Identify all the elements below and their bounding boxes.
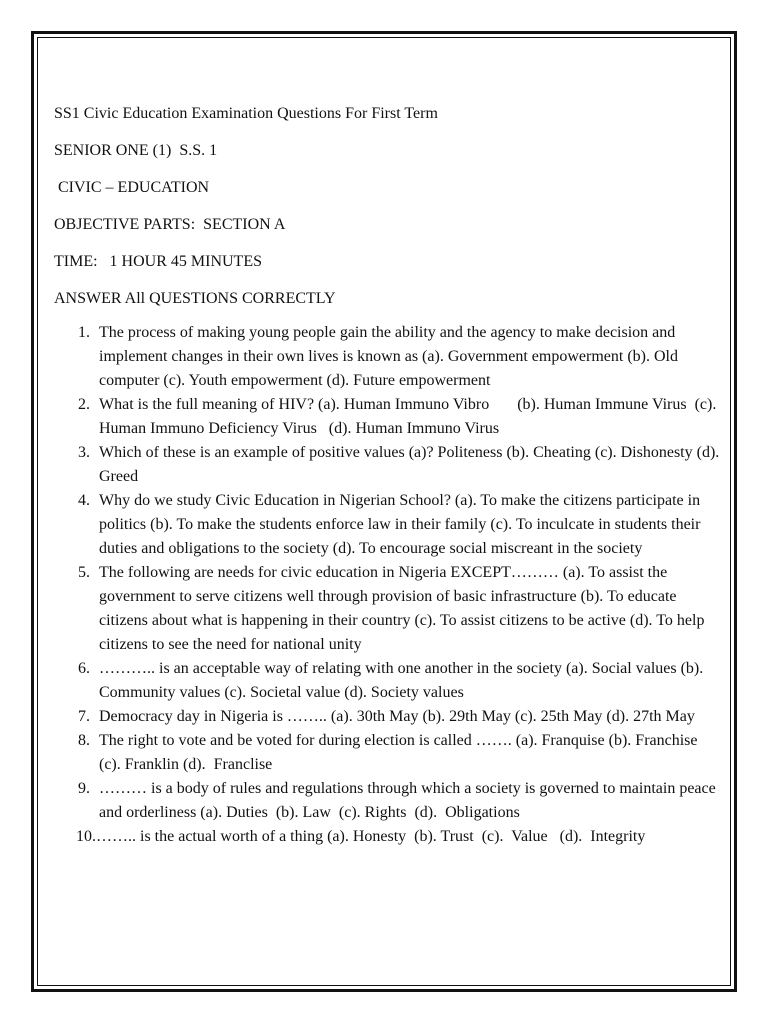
- question-number: 8.: [78, 732, 90, 749]
- question-text: ……… is a body of rules and regulations through which a society is governed to maintain peace and orderliness (a). Duties (b). Law (c). Rights (d). Obligations: [99, 780, 720, 821]
- question-text: Democracy day in Nigeria is …….. (a). 30th May (b). 29th May (c). 25th May (d). 27th May: [99, 708, 695, 725]
- question-number: 2.: [78, 396, 90, 413]
- question-text: The right to vote and be voted for during election is called ……. (a). Franquise (b). Franchise (c). Franklin (d). Franclise: [99, 732, 702, 773]
- question-number: 5.: [78, 564, 90, 581]
- question-item: [54, 321, 720, 393]
- subject-line: CIVIC – EDUCATION: [54, 179, 210, 196]
- question-item: [54, 729, 720, 777]
- question-text: The following are needs for civic education in Nigeria EXCEPT……… (a). To assist the government to serve citizens well through provision of basic infrastructure (b). To educate citizens about what is happening in their country (c). To assist citizens to be active (d). To help citizens to see the need for national unity: [99, 564, 705, 653]
- exam-title: SS1 Civic Education Examination Questions For First Term: [54, 105, 438, 122]
- question-number: 4.: [78, 492, 90, 509]
- question-text: The process of making young people gain the ability and the agency to make decision and implement changes in their own lives is known as (a). Government empowerment (b). Old computer (c). Youth empowerment (d). Future empowerment: [99, 324, 678, 389]
- document-body: [54, 102, 720, 849]
- question-number: 1.: [78, 324, 90, 341]
- question-number: 10.: [76, 828, 96, 845]
- question-number: 7.: [78, 708, 90, 725]
- question-number: 9.: [78, 780, 90, 797]
- question-text: What is the full meaning of HIV? (a). Human Immuno Vibro (b). Human Immune Virus (c). Human Immuno Deficiency Virus (d). Human Immuno Virus: [99, 396, 721, 437]
- question-item: [54, 825, 720, 849]
- question-item: [54, 705, 720, 729]
- question-text: Why do we study Civic Education in Nigerian School? (a). To make the citizens participate in politics (b). To make the students enforce law in their family (c). To inculcate in students their duties and obligations to the society (d). To encourage social miscreant in the society: [99, 492, 701, 557]
- question-number: 3.: [78, 444, 90, 461]
- class-line: SENIOR ONE (1) S.S. 1: [54, 142, 218, 159]
- instruction-line: ANSWER All QUESTIONS CORRECTLY: [54, 290, 336, 307]
- question-text: …….. is the actual worth of a thing (a). Honesty (b). Trust (c). Value (d). Integrity: [96, 828, 646, 845]
- time-line: TIME: 1 HOUR 45 MINUTES: [54, 253, 262, 270]
- question-number: 6.: [78, 660, 90, 677]
- question-item: [54, 489, 720, 561]
- section-line: OBJECTIVE PARTS: SECTION A: [54, 216, 286, 233]
- question-list: [54, 321, 720, 849]
- question-item: [54, 441, 720, 489]
- question-item: [54, 777, 720, 825]
- question-item: [54, 561, 720, 657]
- question-text: Which of these is an example of positive values (a)? Politeness (b). Cheating (c). Dishonesty (d). Greed: [99, 444, 720, 485]
- question-item: [54, 393, 720, 441]
- question-item: [54, 657, 720, 705]
- question-text: ……….. is an acceptable way of relating with one another in the society (a). Social values (b). Community values (c). Societal value (d). Society values: [99, 660, 704, 701]
